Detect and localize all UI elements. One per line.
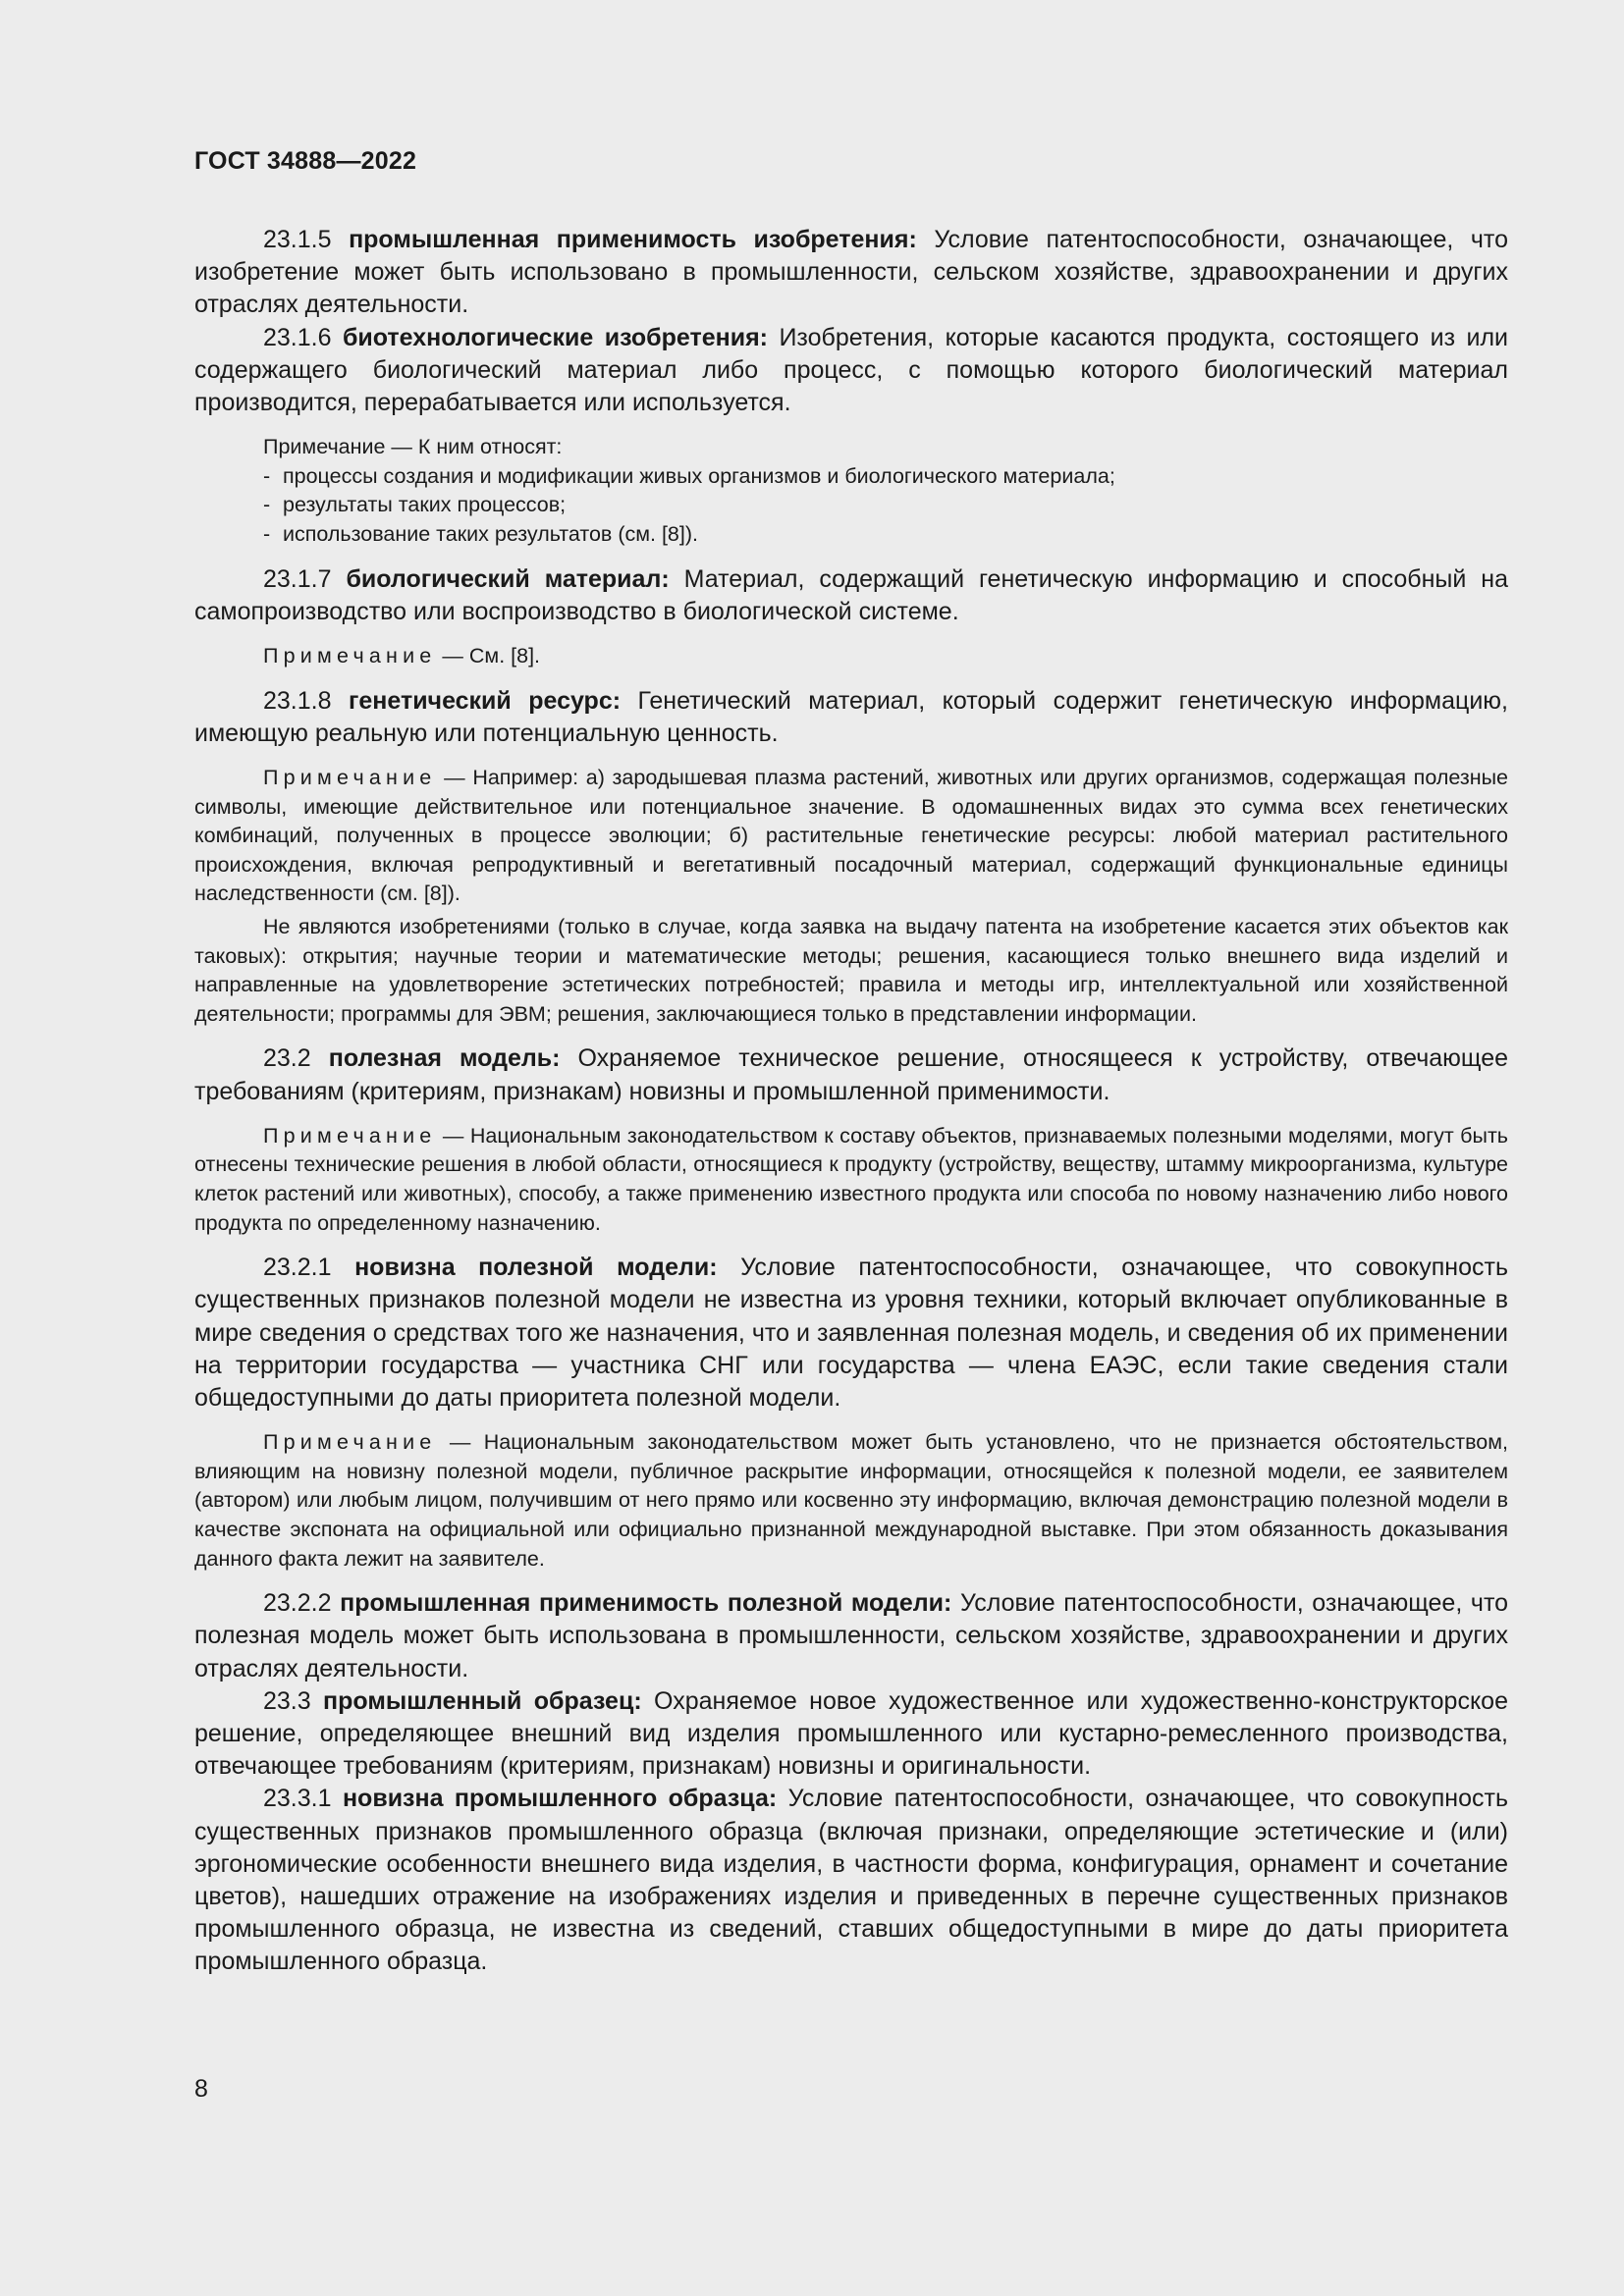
note-text: — См. [8]. [436,644,541,667]
term-heading: промышленная применимость полезной модели: [340,1589,952,1618]
clause-number: 23.3 [263,1686,324,1715]
clause-number: 23.1.6 [263,323,343,351]
clause-23-1-6 [194,322,1508,420]
term-heading: промышленная применимость изобретения: [349,226,917,253]
note-23-2-1 [194,1428,1508,1574]
clause-23-2-1 [194,1252,1508,1415]
term-heading: промышленный образец: [323,1686,642,1715]
clause-23-1-5 [194,224,1508,322]
note-23-2 [194,1122,1508,1238]
note-label: Примечание [263,1123,437,1148]
clause-23-2-2 [194,1587,1508,1685]
clause-23-3 [194,1685,1508,1784]
note-list-item: - процессы создания и модификации живых организмов и биологического материала; [263,463,1115,488]
clause-number: 23.2.1 [263,1254,355,1282]
term-heading: новизна промышленного образца: [342,1785,778,1813]
note-text: — Национальным законодательством к составу объектов, признаваемых полезными моделями, могут быть отнесены технические решения в любой области, относящиеся к продукту (устройству, веществу, штамму микроорганизма, культуре клеток растений или животных), способу, а также применению известного продукта или способа по новому назначению либо нового продукта по определенному назначению. [194,1123,1508,1235]
term-heading: биотехнологические изобретения: [342,323,768,351]
note-text: — Национальным законодательством может быть установлено, что не признается обстоятельством, влияющим на новизну полезной модели, публичное раскрытие информации, относящейся к полезной модели, ее заявителем (автором) или любым лицом, получившим от него прямо или косвенно эту информацию, включая демонстрацию полезной модели в качестве экспоната на официальной или официально признанной международной выставке. При этом обязанность доказывания данного факта лежит на заявителе. [194,1430,1508,1571]
clause-23-1-8 [194,685,1508,750]
note-list-item: - использование таких результатов (см. [8]). [263,522,698,546]
clause-23-3-1 [194,1783,1508,1978]
definition-text: Условие патентоспособности, означающее, что полезная модель может быть использована в промышленности, сельском хозяйстве, здравоохранении и других отраслях деятельности. [194,1589,1509,1682]
term-heading: полезная модель: [328,1044,561,1073]
note-label: Примечание [263,644,437,667]
definition-text: Изобретения, которые касаются продукта, состоящего из или содержащего биологический материал либо процесс, с помощью которого биологический материал производится, перерабатывается или используется. [194,323,1509,417]
note-exclusions: Не являются изобретениями (только в случае, когда заявка на выдачу патента на изобретение касается этих объектов как таковых): открытия; научные теории и математические методы; решения, касающиеся только внешнего вида изделий и направленные на удовлетворение эстетических потребностей; правила и методы игр, интеллектуальной или хозяйственной деятельности; программы для ЭВМ; решения, заключающиеся только в представлении информации. [194,914,1508,1026]
term-heading: новизна полезной модели: [354,1254,718,1282]
clause-23-1-7 [194,563,1508,628]
definition-text: Условие патентоспособности, означающее, что изобретение может быть использовано в промышленности, сельском хозяйстве, здравоохранении и других отраслях деятельности. [194,226,1509,319]
clause-number: 23.2.2 [263,1589,341,1618]
term-heading: генетический ресурс: [348,686,622,715]
page-content [194,224,1508,1979]
definition-text: Охраняемое техническое решение, относящееся к устройству, отвечающее требованиям (критериям, признакам) новизны и промышленной применимости. [194,1044,1508,1105]
definition-text: Материал, содержащий генетическую информацию и способный на самопроизводство или воспроизводство в биологической системе. [194,564,1509,625]
note-list-item: - результаты таких процессов; [263,493,567,517]
clause-number: 23.1.5 [263,226,350,253]
note-text: — Например: а) зародышевая плазма растений, животных или других организмов, содержащая полезные символы, имеющие действительное или потенциальное значение. В одомашненных видах это сумма всех генетических комбинаций, полученных в процессе эволюции; б) растительные генетические ресурсы: любой материал растительного происхождения, включая репродуктивный и вегетативный посадочный материал, содержащий функциональные единицы наследственности (см. [8]). [194,766,1508,906]
page-number: 8 [194,2075,208,2103]
term-heading: биологический материал: [346,564,670,593]
note-label: Примечание [263,435,386,459]
note-23-1-6 [194,433,1508,549]
note-intro: — К ним относят: [385,435,563,459]
clause-number: 23.2 [263,1044,329,1073]
definition-text: Условие патентоспособности, означающее, что совокупность существенных признаков полезной модели не известна из уровня техники, который включает опубликованные в мире сведения о средствах того же назначения, что и заявленная полезная модель, и сведения об их применении на территории государства — участника СНГ или государства — члена ЕАЭС, если такие сведения стали общедоступными до даты приоритета полезной модели. [194,1254,1508,1412]
note-23-1-7 [194,642,1508,671]
definition-text: Условие патентоспособности, означающее, что совокупность существенных признаков промышленного образца (включая признаки, определяющие эстетические и (или) эргономические особенности внешнего вида изделия, в частности форма, конфигурация, орнамент и сочетание цветов), нашедших отражение на изображениях изделия и приведенных в перечне существенных признаков промышленного образца, не известна из сведений, ставших общедоступными в мире до даты приоритета промышленного образца. [194,1785,1508,1976]
standard-designation: ГОСТ 34888—2022 [194,147,417,175]
definition-text: Охраняемое новое художественное или художественно-конструкторское решение, определяющее внешний вид изделия промышленного или кустарно-ремесленного производства, отвечающее требованиям (критериям, признакам) новизны и оригинальности. [194,1686,1508,1781]
note-23-1-8 [194,764,1508,909]
clause-23-2 [194,1042,1508,1107]
definition-text: Генетический материал, который содержит генетическую информацию, имеющую реальную или потенциальную ценность. [194,686,1508,747]
clause-number: 23.3.1 [263,1785,343,1813]
clause-number: 23.1.7 [263,564,347,593]
note-label: Примечание [263,766,437,789]
note-label: Примечание [263,1430,437,1455]
clause-number: 23.1.8 [263,686,349,715]
